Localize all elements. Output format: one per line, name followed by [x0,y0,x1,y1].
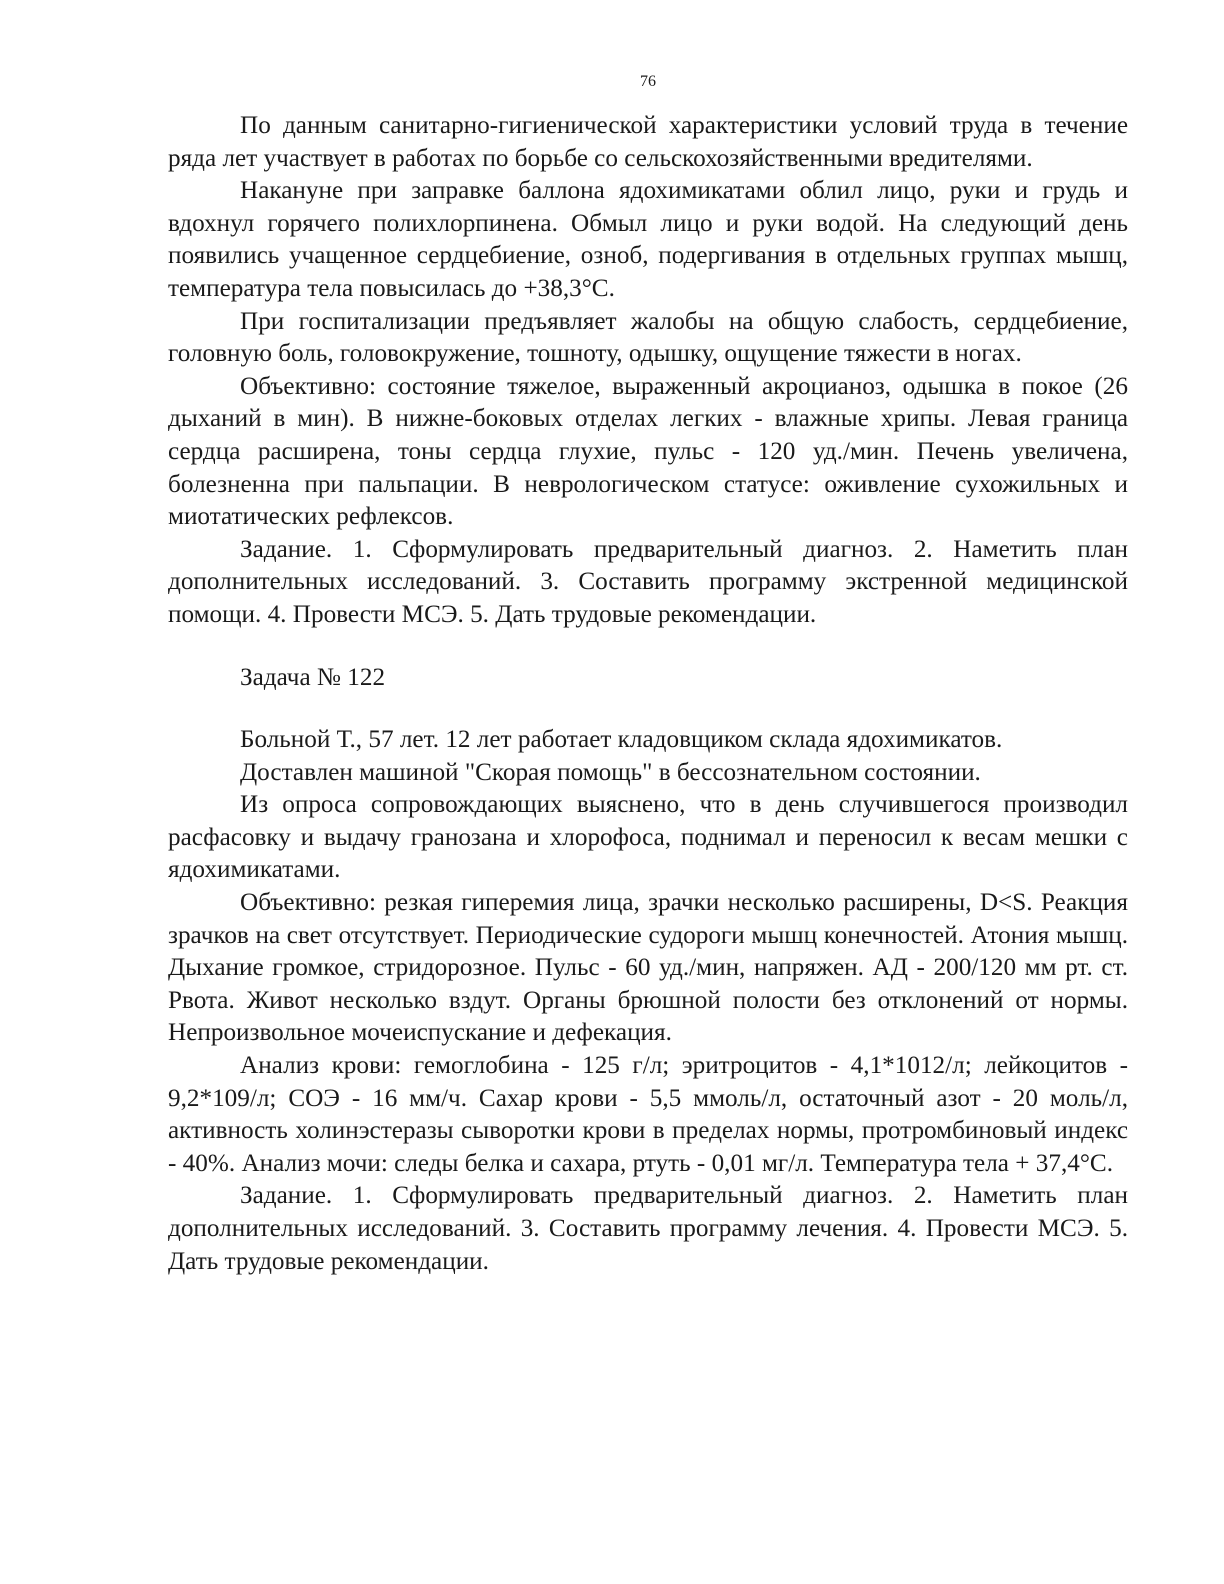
page-number: 76 [640,73,656,90]
paragraph-assignment: Задание. 1. Сформулировать предварительный диагноз. 2. Наметить план дополнительных исследований. 3. Составить программу лечения. 4. Провести МСЭ. 5. Дать трудовые рекомендации. [168,1182,1128,1275]
task-122 [168,662,1128,1279]
previous-task-continuation [168,110,1128,632]
paragraph-patient-intro: Больной Т., 57 лет. 12 лет работает кладовщиком склада ядохимикатов. [240,726,1003,754]
paragraph-assignment: Задание. 1. Сформулировать предварительный диагноз. 2. Наметить план дополнительных исследований. 3. Составить программу экстренной медицинской помощи. 4. Провести МСЭ. 5. Дать трудовые рекомендации. [168,535,1128,628]
document-page [168,70,1128,1278]
paragraph-objective-findings: Объективно: состояние тяжелое, выраженный акроцианоз, одышка в покое (26 дыханий в мин). В нижне-боковых отделах легких - влажные хрипы. Левая граница сердца расширена, тоны сердца глухие, пульс - 120 уд./мин. Печень увеличена, болезненна при пальпации. В неврологическом статусе: оживление сухожильных и миотатических рефлексов. [168,372,1128,531]
task-heading: Задача № 122 [240,663,386,691]
paragraph-lab-results: Анализ крови: гемоглобина - 125 г/л; эритроцитов - 4,1*1012/л; лейкоцитов - 9,2*109/л; СОЭ - 16 мм/ч. Сахар крови - 5,5 ммоль/л, остаточный азот - 20 моль/л, активность холинэстеразы сыворотки крови в пределах нормы, протромбиновый индекс - 40%. Анализ мочи: следы белка и сахара, ртуть - 0,01 мг/л. Температура тела + 37,4°С. [168,1052,1128,1177]
paragraph-objective-findings: Объективно: резкая гиперемия лица, зрачки несколько расширены, D<S. Реакция зрачков на свет отсутствует. Периодические судороги мышц конечностей. Атония мышц. Дыхание громкое, стридорозное. Пульс - 60 уд./мин, напряжен. АД - 200/120 мм рт. ст. Рвота. Живот несколько вздут. Органы брюшной полости без отклонений от нормы. Непроизвольное мочеиспускание и дефекация. [168,889,1128,1047]
paragraph-complaints: При госпитализации предъявляет жалобы на общую слабость, сердцебиение, головную боль, головокружение, тошноту, одышку, ощущение тяжести в ногах. [168,307,1128,368]
paragraph-anamnesis: Из опроса сопровождающих выяснено, что в день случившегося производил расфасовку и выдачу гранозана и хлорофоса, поднимал и переносил к весам мешки с ядохимикатами. [168,791,1128,884]
paragraph-working-conditions: По данным санитарно-гигиенической характеристики условий труда в течение ряда лет участвует в работах по борьбе со сельскохозяйственными вредителями. [168,112,1128,172]
paragraph-exposure-history: Накануне при заправке баллона ядохимикатами облил лицо, руки и грудь и вдохнул горячего полихлорпинена. Обмыл лицо и руки водой. На следующий день появились учащенное сердцебиение, озноб, подергивания в отдельных группах мышц, температура тела повысилась до +38,3°С. [168,177,1128,302]
paragraph-admission: Доставлен машиной "Скорая помощь" в бессознательном состоянии. [240,758,981,786]
